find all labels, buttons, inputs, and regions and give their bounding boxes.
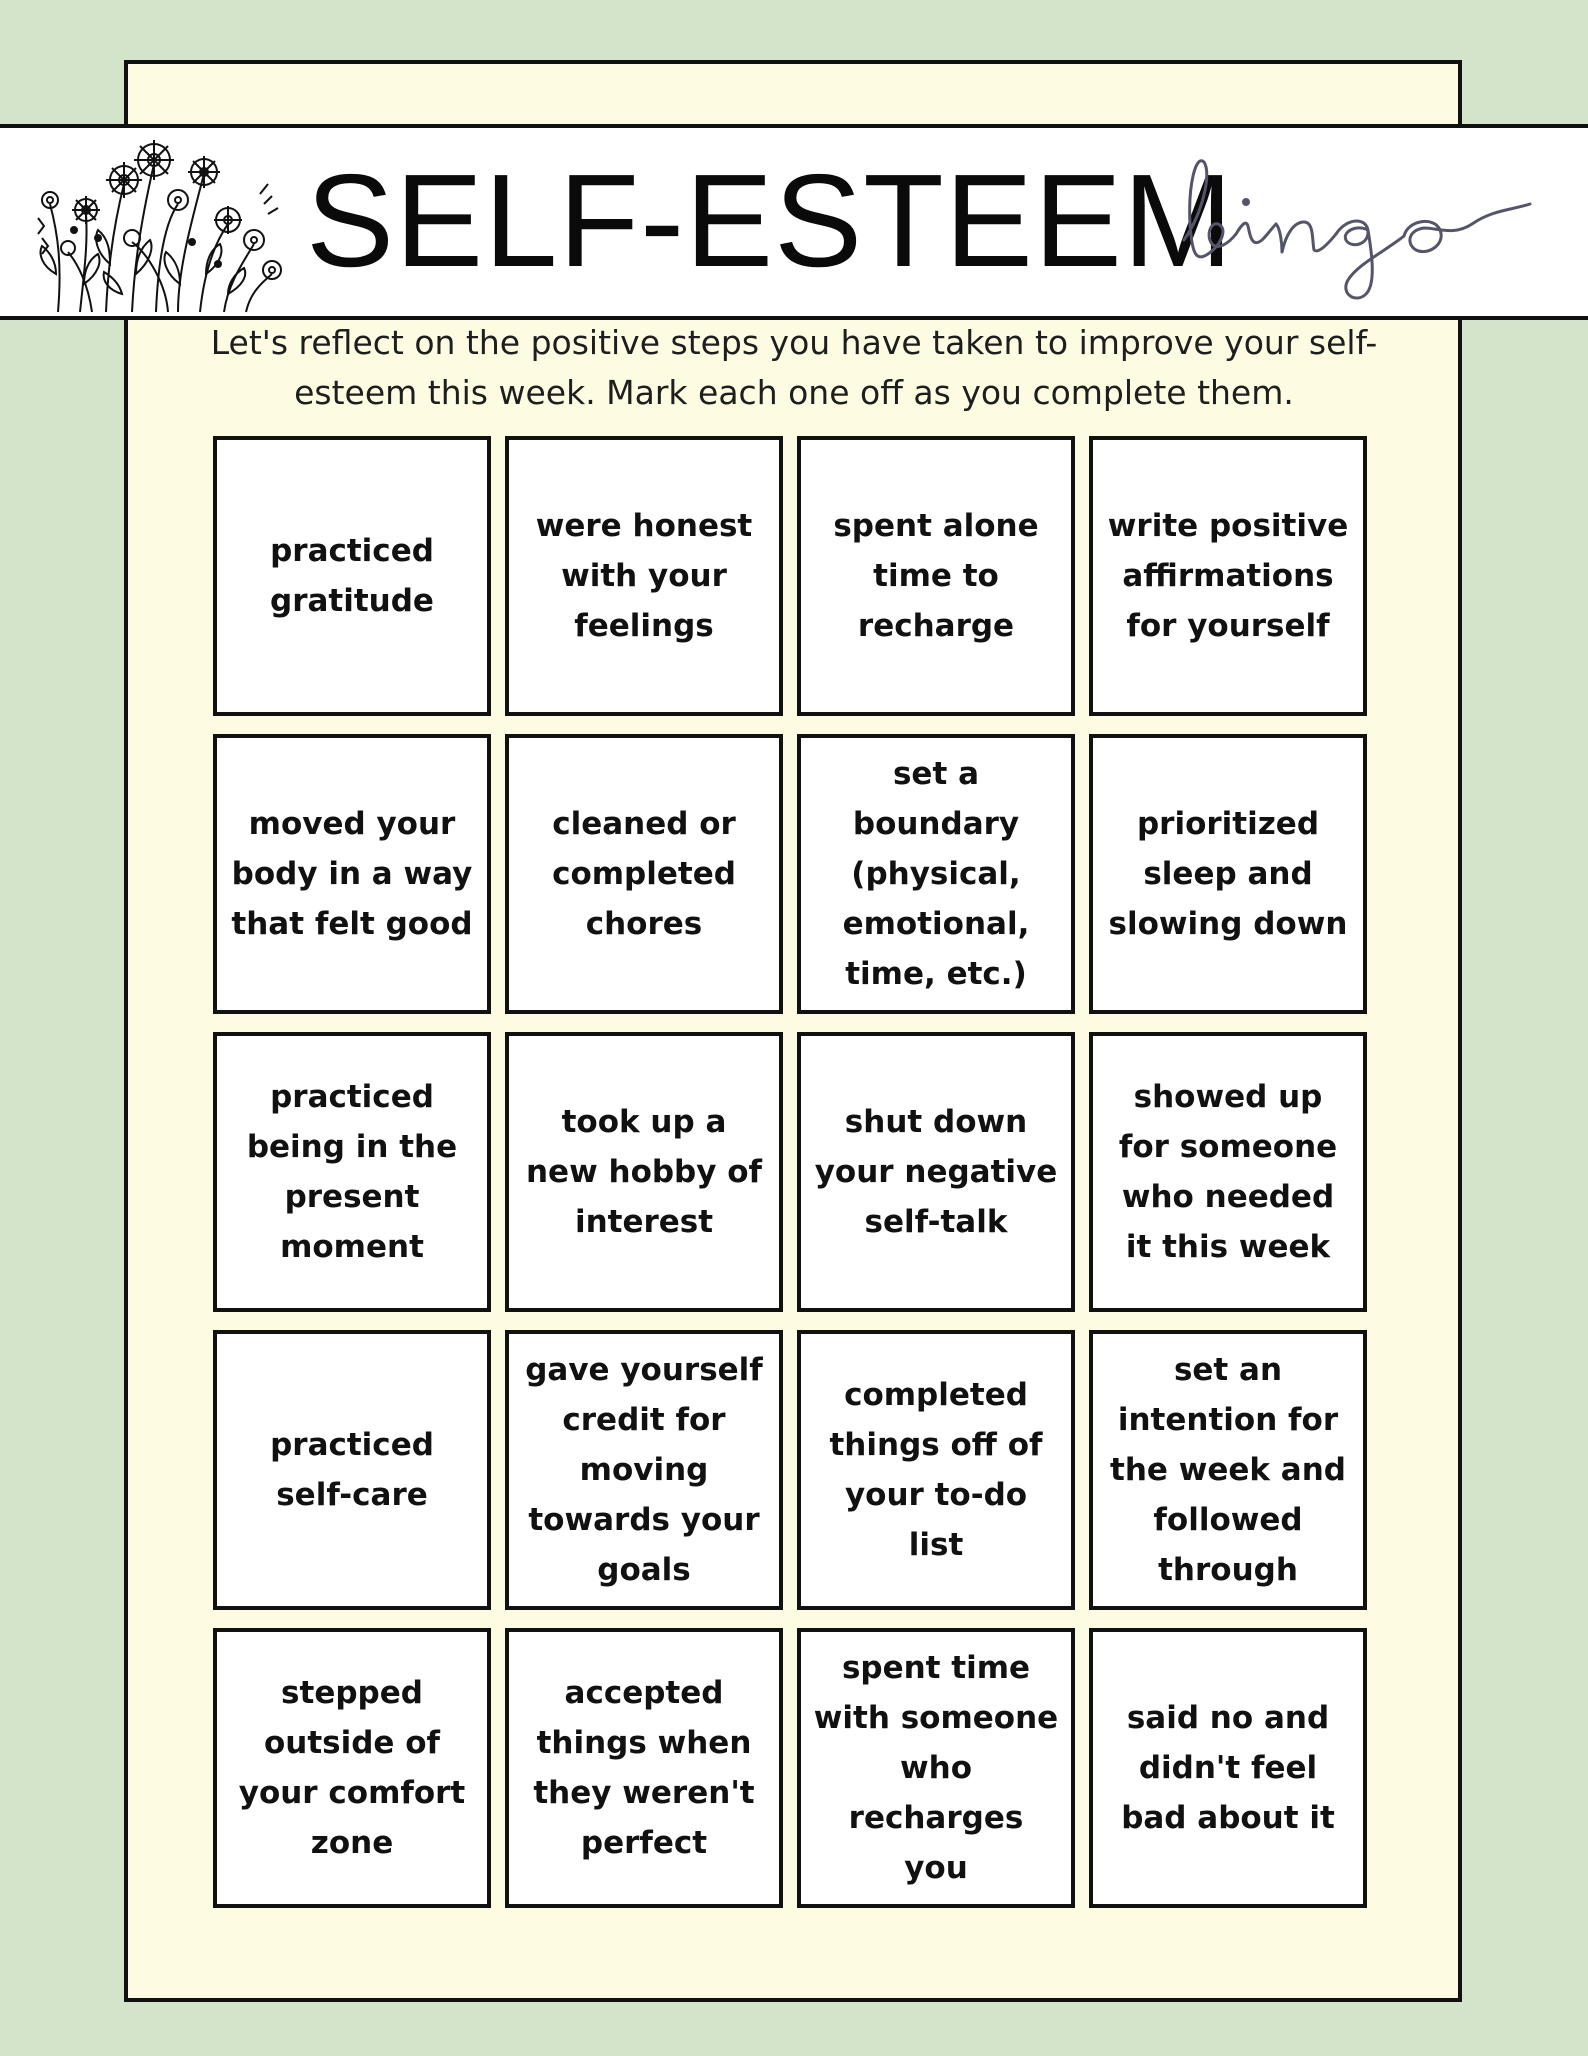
page-title: SELF-ESTEEM: [306, 147, 1234, 294]
bingo-grid: [213, 436, 1367, 1908]
bingo-cell-label: prioritized sleep and slowing down: [1108, 806, 1348, 942]
bingo-cell[interactable]: [505, 734, 783, 1014]
bingo-cell-label: showed up for someone who needed it this week: [1118, 1079, 1338, 1265]
bingo-script-wordmark: [1172, 144, 1542, 304]
bingo-cell-label: took up a new hobby of interest: [525, 1104, 763, 1240]
bingo-cell[interactable]: [1089, 1330, 1367, 1610]
bingo-cell-label: stepped outside of your comfort zone: [238, 1675, 466, 1861]
bingo-cell-label: were honest with your feelings: [535, 508, 753, 644]
bingo-cell[interactable]: [1089, 734, 1367, 1014]
bingo-cell[interactable]: [1089, 1032, 1367, 1312]
bingo-cell[interactable]: [505, 1628, 783, 1908]
bingo-cell-label: spent time with someone who recharges you: [813, 1650, 1059, 1886]
bingo-cell[interactable]: [213, 436, 491, 716]
bingo-cell-label: practiced self-care: [270, 1427, 434, 1513]
bingo-cell-label: set a boundary (physical, emotional, time, etc.): [842, 756, 1030, 992]
bingo-cell-label: accepted things when they weren't perfect: [533, 1675, 755, 1861]
bingo-cell-label: practiced being in the present moment: [246, 1079, 458, 1265]
bingo-cell-label: spent alone time to recharge: [833, 508, 1039, 644]
bingo-cell-label: write positive affirmations for yourself: [1107, 508, 1349, 644]
bingo-cell[interactable]: [797, 734, 1075, 1014]
bingo-cell[interactable]: [797, 1330, 1075, 1610]
bingo-cell[interactable]: [213, 1628, 491, 1908]
wildflower-illustration-icon: [28, 134, 290, 314]
bingo-cell-label: shut down your negative self-talk: [814, 1104, 1058, 1240]
bingo-cell[interactable]: [213, 1330, 491, 1610]
bingo-cell[interactable]: [505, 1330, 783, 1610]
bingo-cell[interactable]: [1089, 436, 1367, 716]
bingo-cell[interactable]: [797, 436, 1075, 716]
bingo-cell[interactable]: [797, 1628, 1075, 1908]
bingo-cell[interactable]: [213, 1032, 491, 1312]
bingo-cell-label: moved your body in a way that felt good: [231, 806, 473, 942]
bingo-cell-label: completed things off of your to-do list: [829, 1377, 1043, 1563]
bingo-cell-label: gave yourself credit for moving towards your goals: [525, 1352, 763, 1588]
bingo-cell[interactable]: [505, 1032, 783, 1312]
title-banner: [0, 124, 1588, 320]
bingo-cell[interactable]: [213, 734, 491, 1014]
bingo-cell-label: practiced gratitude: [270, 533, 434, 619]
bingo-script-text: [0, 128, 1, 129]
bingo-cell[interactable]: [505, 436, 783, 716]
bingo-cell-label: set an intention for the week and followed through: [1110, 1352, 1346, 1588]
intro-text: Let's reflect on the positive steps you have taken to improve your self-esteem this week. Mark each one off as you complete them.: [210, 323, 1378, 412]
bingo-cell-label: cleaned or completed chores: [552, 806, 736, 942]
bingo-cell[interactable]: [1089, 1628, 1367, 1908]
bingo-cell[interactable]: [797, 1032, 1075, 1312]
bingo-cell-label: said no and didn't feel bad about it: [1121, 1700, 1335, 1836]
